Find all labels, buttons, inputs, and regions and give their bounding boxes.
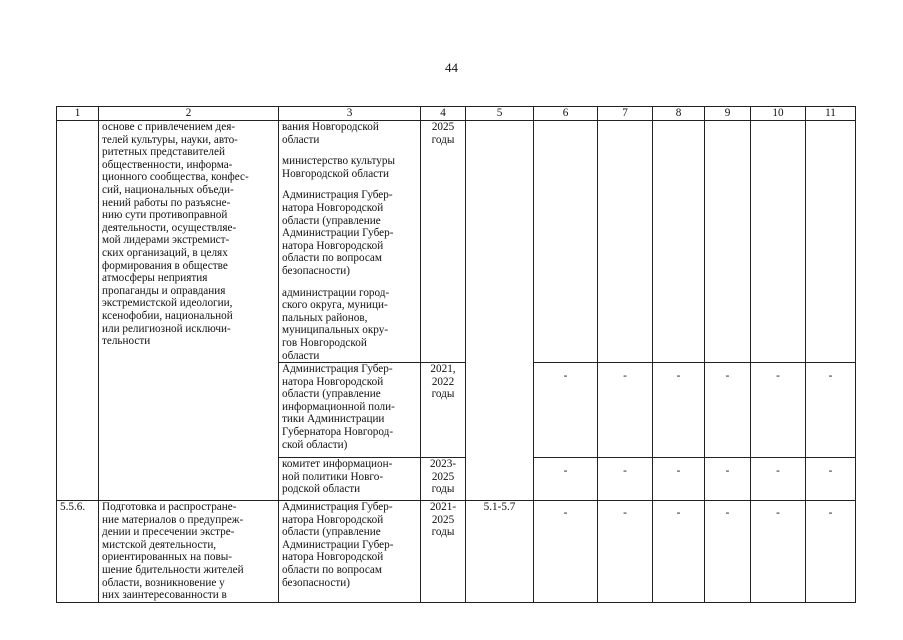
funding-cell: - (534, 501, 598, 603)
table-row (57, 121, 856, 363)
column-header: 10 (751, 107, 806, 121)
column-header: 9 (705, 107, 751, 121)
column-header: 5 (466, 107, 534, 121)
column-header: 6 (534, 107, 598, 121)
funding-cell: - (598, 458, 653, 501)
column-header: 7 (598, 107, 653, 121)
column-header: 8 (653, 107, 705, 121)
column-header: 1 (57, 107, 99, 121)
funding-cell: - (751, 501, 806, 603)
term-cell: 2025 годы (421, 121, 466, 363)
executor-text: Администрация Губер- натора Новгородской области (управление Администрации Губер- натора Новгородской области по вопросам безопасности) (282, 189, 394, 277)
funding-cell: - (705, 363, 751, 458)
funding-cell: - (806, 363, 856, 458)
funding-cell: - (534, 458, 598, 501)
measure-description: Подготовка и распростране- ние материалов о предупреж- дении и пресечении экстре- мистской деятельности, ориентированных на повы- шение бдительности жителей области, возникновение у них заинтересованности в (99, 501, 279, 603)
executor-cell (279, 121, 421, 363)
row-number-cell: 5.5.6. (57, 501, 99, 603)
funding-cell: - (751, 458, 806, 501)
funding-cell (705, 121, 751, 363)
executor-text: министерство культуры Новгородской области (282, 155, 395, 180)
funding-cell (534, 121, 598, 363)
term-cell: 2021- 2025 годы (421, 501, 466, 603)
header-row (57, 107, 856, 121)
indicator-cell: 5.1-5.7 (466, 501, 534, 603)
indicator-cell (466, 121, 534, 501)
term-cell: 2021, 2022 годы (421, 363, 466, 458)
funding-cell: - (534, 363, 598, 458)
funding-cell: - (751, 363, 806, 458)
column-header: 2 (99, 107, 279, 121)
funding-cell (751, 121, 806, 363)
table-row (57, 501, 856, 603)
executor-text: вания Новгородской области (282, 121, 379, 146)
column-header: 3 (279, 107, 421, 121)
column-header: 11 (806, 107, 856, 121)
funding-cell: - (705, 458, 751, 501)
executor-cell: Администрация Губер- натора Новгородской области (управление информационной поли- тики Администрации Губернатора Новгород- ской области) (279, 363, 421, 458)
measure-description: основе с привлечением дея- телей культуры, науки, авто- ритетных представителей общественности, информа- ционного сообщества, конфес- сий, национальных объеди- нений работы по разъясне- нию сути противоправной деятельности, осуществляе- мой лидерами экстремист- ских организаций, в целях формирования в обществе атмосферы неприятия пропаганды и оправдания экстремистской идеологии, ксенофобии, национальной или религиозной исключи- тельности (99, 121, 279, 501)
row-number-cell (57, 121, 99, 501)
executor-cell: Администрация Губер- натора Новгородской области (управление Администрации Губер- натора Новгородской области по вопросам безопасности) (279, 501, 421, 603)
funding-cell (653, 121, 705, 363)
funding-cell: - (806, 458, 856, 501)
funding-cell: - (598, 363, 653, 458)
measures-table (56, 106, 856, 603)
funding-cell: - (598, 501, 653, 603)
funding-cell: - (705, 501, 751, 603)
funding-cell: - (806, 501, 856, 603)
executor-text: администрации город- ского округа, муници- пальных районов, муниципальных окру- гов Новгородской области (282, 286, 390, 362)
column-header: 4 (421, 107, 466, 121)
funding-cell (598, 121, 653, 363)
funding-cell: - (653, 363, 705, 458)
funding-cell: - (653, 458, 705, 501)
page-number: 44 (445, 60, 458, 75)
executor-cell: комитет информацион- ной политики Новго- родской области (279, 458, 421, 501)
funding-cell (806, 121, 856, 363)
funding-cell: - (653, 501, 705, 603)
term-cell: 2023- 2025 годы (421, 458, 466, 501)
